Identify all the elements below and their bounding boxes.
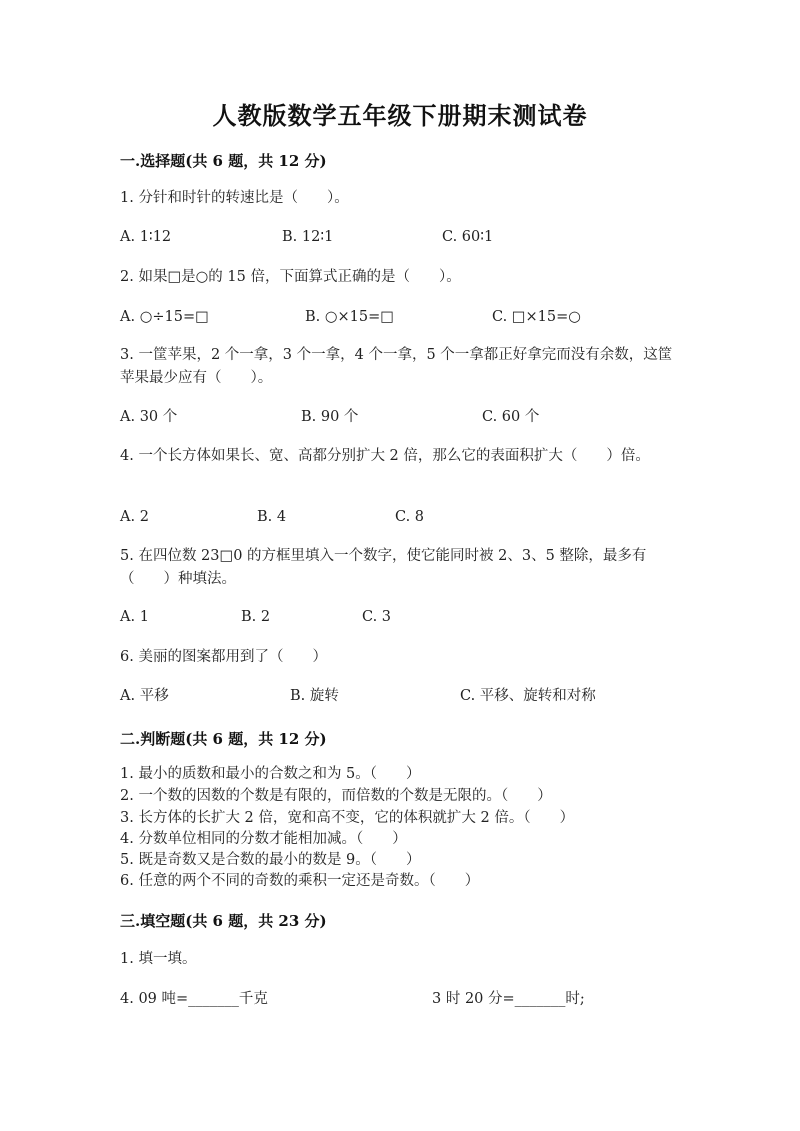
judge-item-1: 1. 最小的质数和最小的合数之和为 5。（ ）: [120, 766, 421, 782]
section-title-fill: 三.填空题(共 6 题，共 23 分): [120, 912, 327, 930]
fill-blank-tons: 4. 09 吨=_______千克: [120, 991, 268, 1007]
choice-1-option-a: A. 1∶12: [120, 229, 172, 245]
choice-question-5: 5. 在四位数 23□0 的方框里填入一个数字，使它能同时被 2、3、5 整除，最多有（ ）种填法。: [120, 548, 647, 587]
choice-question-3: 3. 一筐苹果，2 个一拿，3 个一拿，4 个一拿，5 个一拿都正好拿完而没有余数，这筐苹果最少应有（ ）。: [120, 347, 673, 386]
choice-3-option-a: A. 30 个: [120, 409, 178, 425]
choice-question-1: 1. 分针和时针的转速比是（ ）。: [120, 190, 349, 206]
judge-item-4: 4. 分数单位相同的分数才能相加减。（ ）: [120, 831, 407, 847]
choice-6-option-c: C. 平移、旋转和对称: [460, 688, 596, 704]
fill-question-1: 1. 填一填。: [120, 951, 197, 967]
choice-4-option-c: C. 8: [395, 509, 425, 525]
judge-item-6: 6. 任意的两个不同的奇数的乘积一定还是奇数。（ ）: [120, 873, 480, 889]
choice-3-option-c: C. 60 个: [482, 409, 540, 425]
choice-question-2: 2. 如果□是○的 15 倍，下面算式正确的是（ ）。: [120, 269, 461, 285]
section-title-judgement: 二.判断题(共 6 题，共 12 分): [120, 730, 327, 748]
choice-5-option-b: B. 2: [241, 609, 271, 625]
choice-5-option-c: C. 3: [362, 609, 392, 625]
choice-question-6: 6. 美丽的图案都用到了（ ）: [120, 649, 327, 665]
choice-6-option-b: B. 旋转: [290, 688, 339, 704]
choice-5-option-a: A. 1: [120, 609, 149, 625]
page-title: 人教版数学五年级下册期末测试卷: [212, 101, 588, 130]
choice-1-option-c: C. 60∶1: [442, 229, 494, 245]
choice-2-option-c: C. □×15=○: [492, 309, 581, 325]
judge-item-3: 3. 长方体的长扩大 2 倍，宽和高不变，它的体积就扩大 2 倍。（ ）: [120, 810, 575, 826]
section-title-choice: 一.选择题(共 6 题，共 12 分): [120, 152, 327, 170]
choice-6-option-a: A. 平移: [120, 688, 169, 704]
choice-4-option-b: B. 4: [257, 509, 287, 525]
choice-question-4: 4. 一个长方体如果长、宽、高都分别扩大 2 倍，那么它的表面积扩大（ ）倍。: [120, 448, 650, 464]
choice-3-option-b: B. 90 个: [301, 409, 359, 425]
choice-2-option-a: A. ○÷15=□: [120, 309, 209, 325]
choice-1-option-b: B. 12∶1: [282, 229, 334, 245]
choice-2-option-b: B. ○×15=□: [305, 309, 394, 325]
fill-blank-hours: 3 时 20 分=_______时;: [432, 991, 585, 1007]
judge-item-2: 2. 一个数的因数的个数是有限的，而倍数的个数是无限的。（ ）: [120, 788, 552, 804]
choice-4-option-a: A. 2: [120, 509, 149, 525]
judge-item-5: 5. 既是奇数又是合数的最小的数是 9。（ ）: [120, 852, 421, 868]
